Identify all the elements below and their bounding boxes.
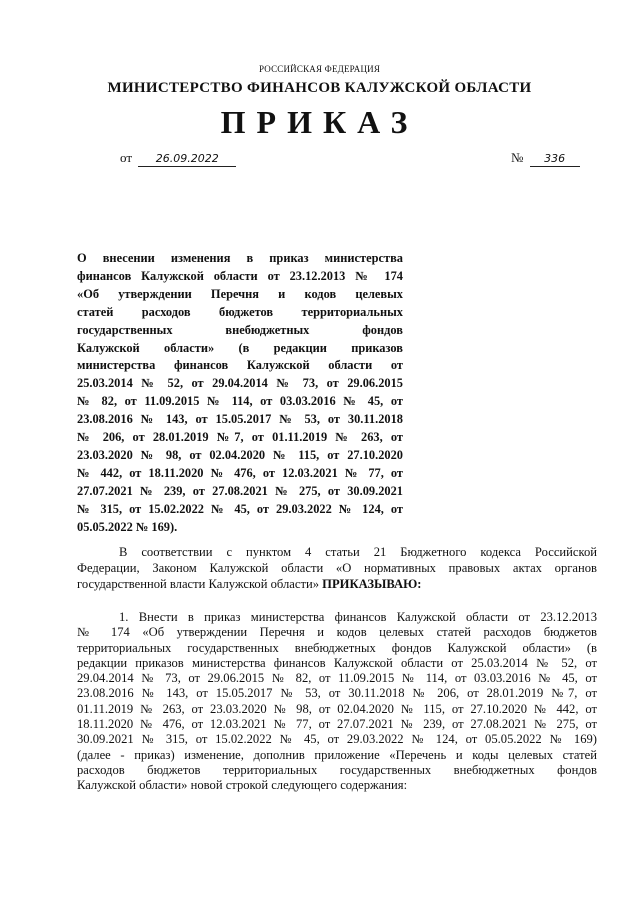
point-line: территориальных государственных внебюджетных фондов Калужской области» (в [77, 640, 597, 655]
order-date-line [120, 150, 236, 167]
point-line: Калужской области» новой строкой следующего содержания: [77, 778, 408, 793]
order-number-line [511, 150, 580, 167]
point-line: 18.11.2020 № 476, от 12.03.2021 № 77, от 27.07.2021 № 239, от 27.08.2021 № 275, от [77, 717, 597, 732]
point-line: 30.09.2021 № 315, от 15.02.2022 № 45, от 29.03.2022 № 124, от 05.05.2022 № 169) [77, 732, 597, 747]
point-line: 29.04.2014 № 73, от 29.06.2015 № 82, от 11.09.2015 № 114, от 03.03.2016 № 45, от [77, 671, 597, 686]
point-line: (далее - приказ) изменение, дополнив приложение «Перечень и коды целевых статей [77, 747, 597, 762]
number-prefix: № [511, 150, 524, 165]
preamble-line [77, 576, 597, 592]
handwritten-number: 336 [530, 152, 580, 167]
country-heading: РОССИЙСКАЯ ФЕДЕРАЦИЯ [258, 64, 381, 74]
subject-line: 25.03.2014 № 52, от 29.04.2014 № 73, от 29.06.2015 [77, 376, 403, 391]
subject-line: № 82, от 11.09.2015 № 114, от 03.03.2016 № 45, от [77, 394, 403, 409]
subject-line: № 442, от 18.11.2020 № 476, от 12.03.2021 № 77, от [77, 465, 403, 480]
order-command: ПРИКАЗЫВАЮ: [322, 577, 422, 591]
subject-line: государственных внебюджетных фондов [77, 322, 403, 337]
subject-line: № 315, от 15.02.2022 № 45, от 29.03.2022 № 124, от [77, 501, 403, 516]
subject-line: «Об утверждении Перечня и кодов целевых [77, 286, 403, 301]
ministry-heading: МИНИСТЕРСТВО ФИНАНСОВ КАЛУЖСКОЙ ОБЛАСТИ [107, 80, 532, 96]
subject-line: Калужской области» (в редакции приказов [77, 340, 403, 355]
date-prefix: от [120, 150, 133, 165]
point-line: расходов бюджетов территориальных государственных внебюджетных фондов [77, 762, 597, 777]
subject-line: О внесении изменения в приказ министерства [77, 251, 403, 265]
subject-line: статей расходов бюджетов территориальных [77, 304, 403, 319]
order-point-1 [77, 610, 597, 794]
point-line: 1. Внести в приказ министерства финансов Калужской области от 23.12.2013 [119, 610, 597, 624]
preamble-paragraph [77, 544, 597, 592]
subject-line: 27.07.2021 № 239, от 27.08.2021 № 275, от 30.09.2021 [77, 483, 403, 498]
point-line: 01.11.2019 № 263, от 23.03.2020 № 98, от 02.04.2020 № 115, от 27.10.2020 № 442, от [77, 701, 597, 716]
subject-line: 23.03.2020 № 98, от 02.04.2020 № 115, от 27.10.2020 [77, 447, 403, 462]
order-subject [77, 250, 403, 537]
preamble-line: Федерации, Законом Калужской области «О нормативных правовых актах органов [77, 561, 597, 575]
point-line: 23.08.2016 № 143, от 15.05.2017 № 53, от 30.11.2018 № 206, от 28.01.2019 №7, от [77, 686, 597, 701]
subject-line: финансов Калужской области от 23.12.2013 № 174 [77, 268, 403, 283]
handwritten-date: 26.09.2022 [138, 152, 236, 167]
document-type-title: ПРИКАЗ [220, 104, 419, 140]
preamble-text: государственной власти Калужской области» [77, 577, 320, 591]
subject-line: 23.08.2016 № 143, от 15.05.2017 № 53, от 30.11.2018 [77, 412, 403, 427]
subject-line: № 206, от 28.01.2019 №7, от 01.11.2019 № 263, от [77, 430, 403, 445]
subject-line: министерства финансов Калужской области от [77, 358, 403, 373]
point-line: редакции приказов министерства финансов Калужской области от 25.03.2014 № 52, от [77, 655, 597, 670]
point-line: № 174 «Об утверждении Перечня и кодов целевых статей расходов бюджетов [77, 625, 597, 640]
subject-line: 05.05.2022 № 169). [77, 519, 178, 534]
preamble-line: В соответствии с пунктом 4 статьи 21 Бюджетного кодекса Российской [119, 545, 597, 559]
